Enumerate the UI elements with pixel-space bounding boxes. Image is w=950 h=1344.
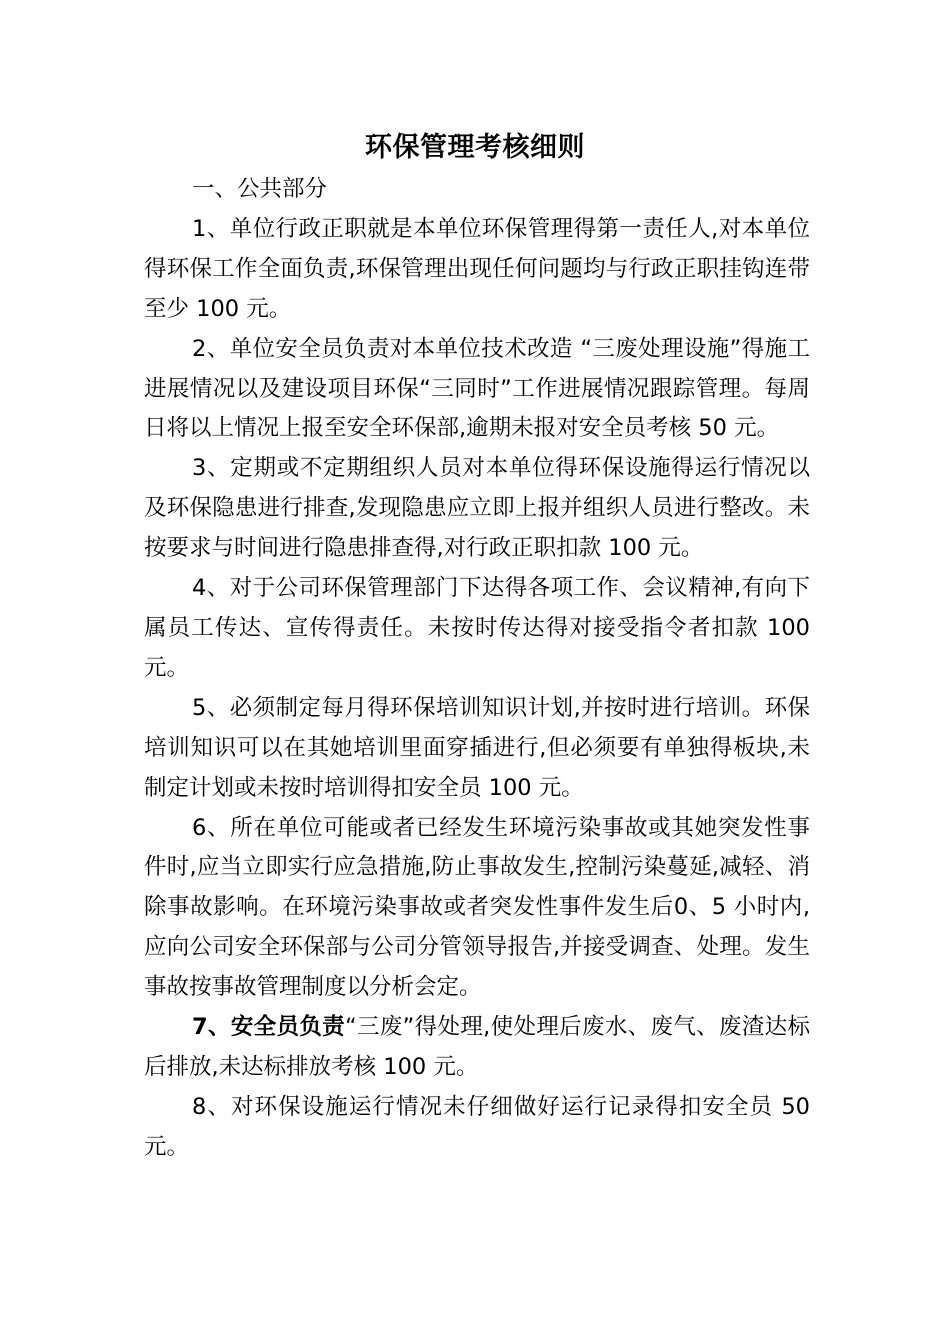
clause-4: 4、对于公司环保管理部门下达得各项工作、会议精神,有向下属员工传达、宣传得责任。未按时传达得对接受指令者扣款 100 元。 <box>144 575 810 681</box>
section-heading: 一、公共部分 <box>192 176 328 202</box>
clause-7-bold-prefix: 7、安全员负责 <box>192 1014 345 1041</box>
clause-7-text: “三废”得处理,使处理后废水、废气、废渣达标后排放,未达标排放考核 100 元。 <box>144 1014 810 1080</box>
clause-1: 1、单位行政正职就是本单位环保管理得第一责任人,对本单位得环保工作全面负责,环保管理出现任何问题均与行政正职挂钩连带至少 100 元。 <box>144 215 810 322</box>
clause-6: 6、所在单位可能或者已经发生环境污染事故或其她突发性事件时,应当立即实行应急措施,防止事故发生,控制污染蔓延,减轻、消除事故影响。在环境污染事故或者突发性事件发生后0、5 小时内,应向公司安全环保部与公司分管领导报告,并接受调查、处理。发生事故按事故管理制度以分析会定。 <box>144 814 810 1001</box>
document-body <box>144 170 810 1168</box>
clause-7 <box>144 1008 810 1088</box>
clause-3: 3、定期或不定期组织人员对本单位得环保设施得运行情况以及环保隐患进行排查,发现隐患应立即上报并组织人员进行整改。未按要求与时间进行隐患排查得,对行政正职扣款 100 元。 <box>144 455 810 562</box>
document-title: 环保管理考核细则 <box>365 132 585 163</box>
clause-8: 8、对环保设施运行情况未仔细做好运行记录得扣安全员 50 元。 <box>144 1093 810 1160</box>
clause-2: 2、单位安全员负责对本单位技术改造 “三废处理设施”得施工进展情况以及建设项目环保“三同时”工作进展情况跟踪管理。每周日将以上情况上报至安全环保部,逾期未报对安全员考核 50 元。 <box>144 335 810 442</box>
clause-5: 5、必须制定每月得环保培训知识计划,并按时进行培训。环保培训知识可以在其她培训里面穿插进行,但必须要有单独得板块,未制定计划或未按时培训得扣安全员 100 元。 <box>144 694 810 801</box>
